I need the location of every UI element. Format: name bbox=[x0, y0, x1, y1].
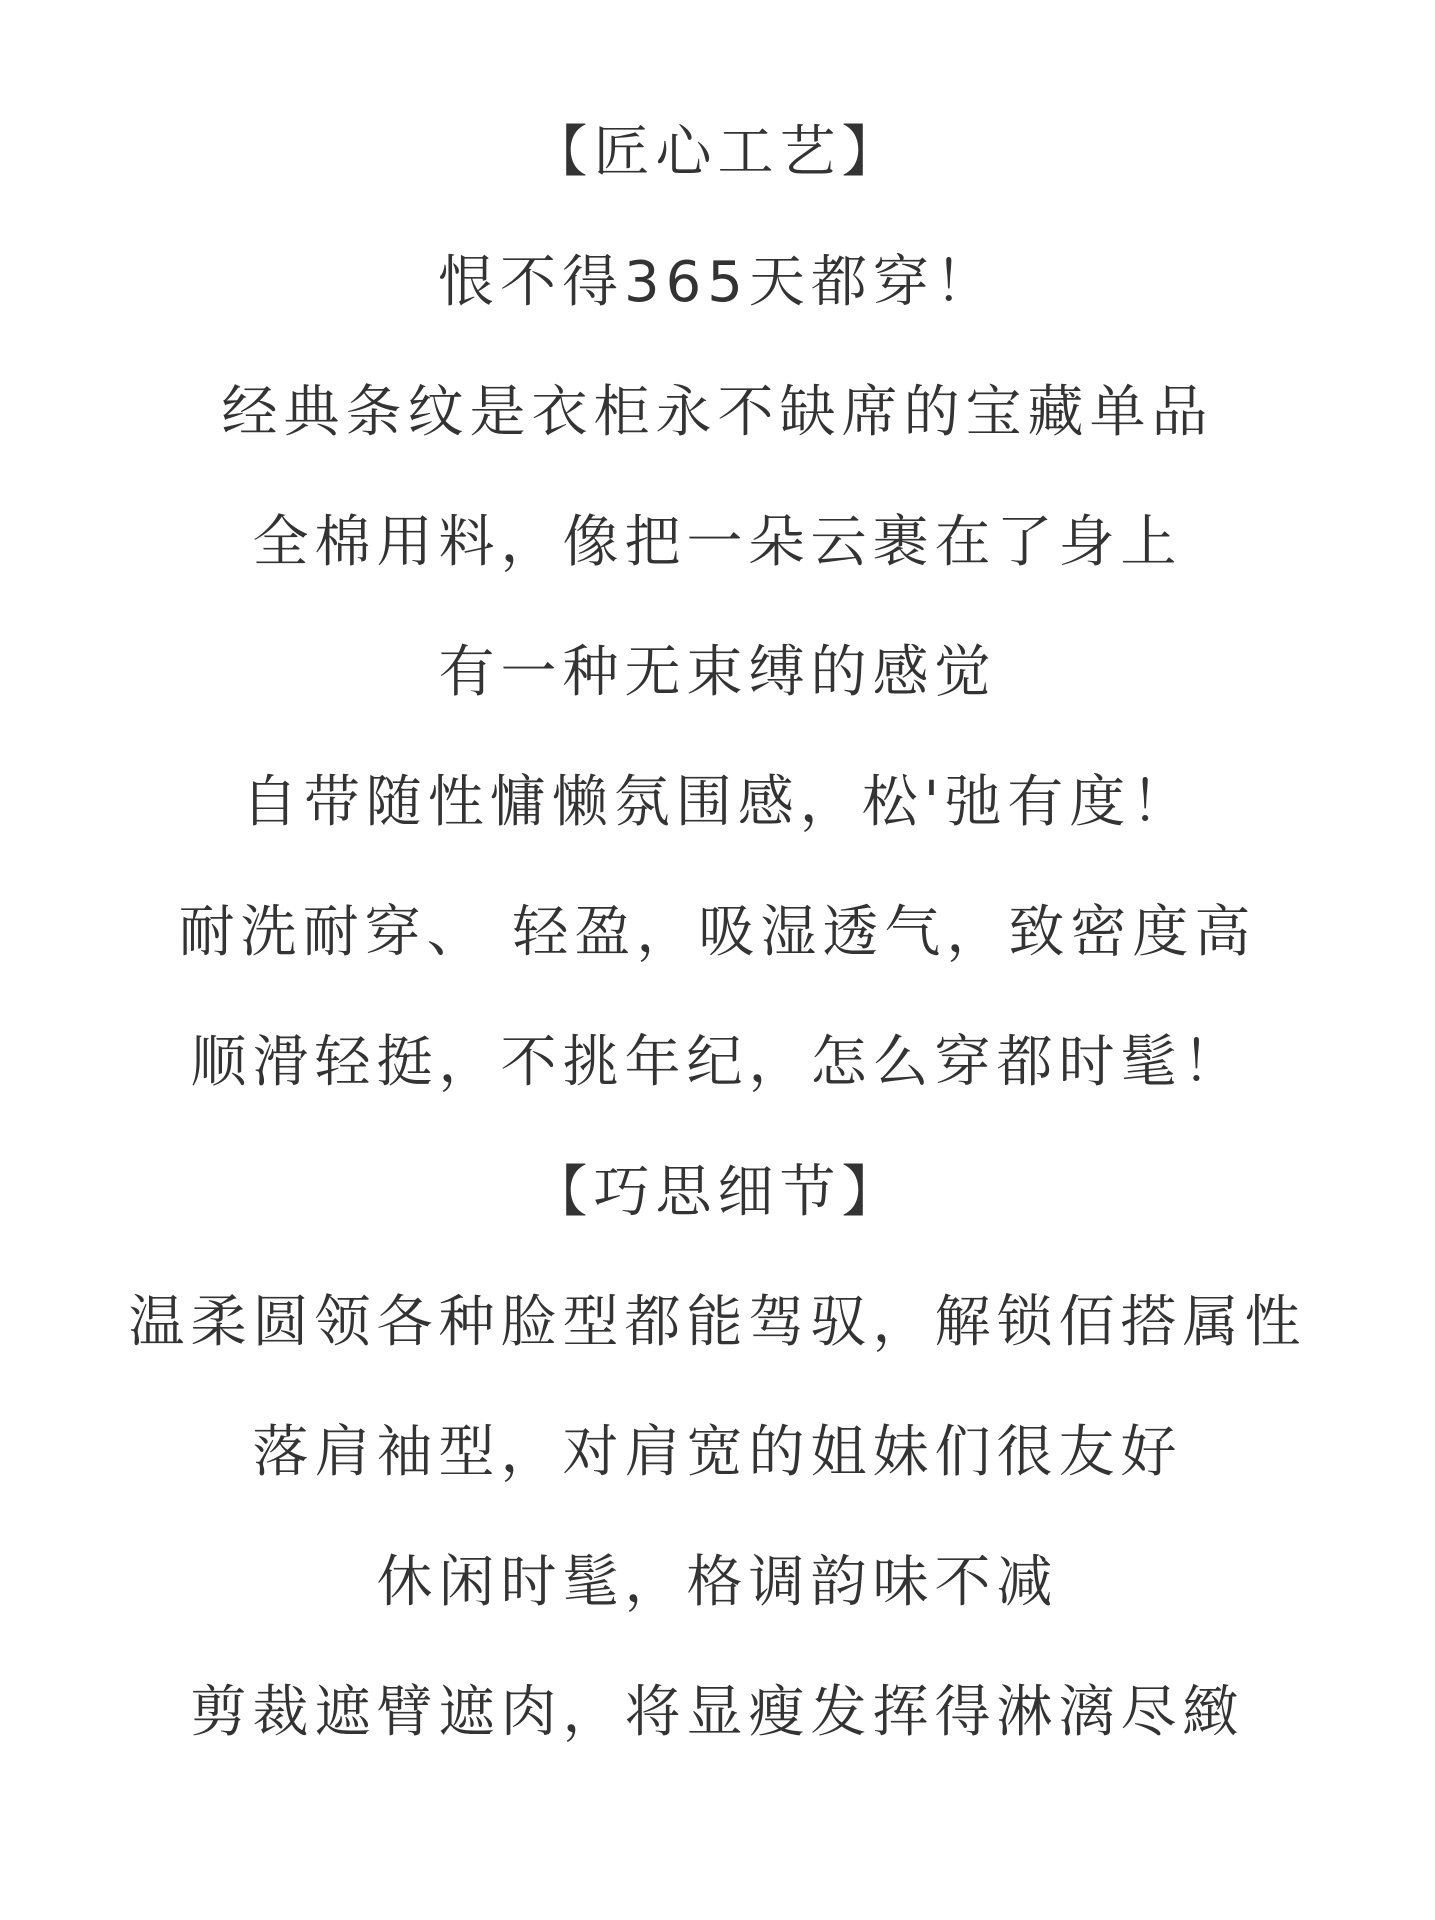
text-line: 恨不得365天都穿！ bbox=[438, 250, 997, 315]
text-line: 自带随性慵懒氛围感，松'弛有度！ bbox=[241, 770, 1194, 835]
text-line: 全棉用料，像把一朵云裹在了身上 bbox=[252, 510, 1183, 575]
section-heading-craft: 【匠心工艺】 bbox=[531, 120, 904, 185]
text-line: 顺滑轻挺，不挑年纪，怎么穿都时髦！ bbox=[190, 1030, 1245, 1095]
text-line: 有一种无束缚的感觉 bbox=[438, 640, 997, 705]
text-line: 经典条纹是衣柜永不缺席的宝藏单品 bbox=[221, 380, 1214, 445]
section-heading-details: 【巧思细节】 bbox=[531, 1160, 904, 1225]
text-line: 耐洗耐穿、 轻盈，吸湿透气，致密度高 bbox=[178, 900, 1257, 965]
text-line: 落肩袖型，对肩宽的姐妹们很友好 bbox=[252, 1420, 1183, 1485]
text-line: 剪裁遮臂遮肉，将显瘦发挥得淋漓尽緻 bbox=[190, 1680, 1245, 1745]
text-line: 温柔圆领各种脸型都能驾驭，解锁佰搭属性 bbox=[128, 1290, 1307, 1355]
text-line: 休闲时髦，格调韵味不减 bbox=[376, 1550, 1059, 1615]
